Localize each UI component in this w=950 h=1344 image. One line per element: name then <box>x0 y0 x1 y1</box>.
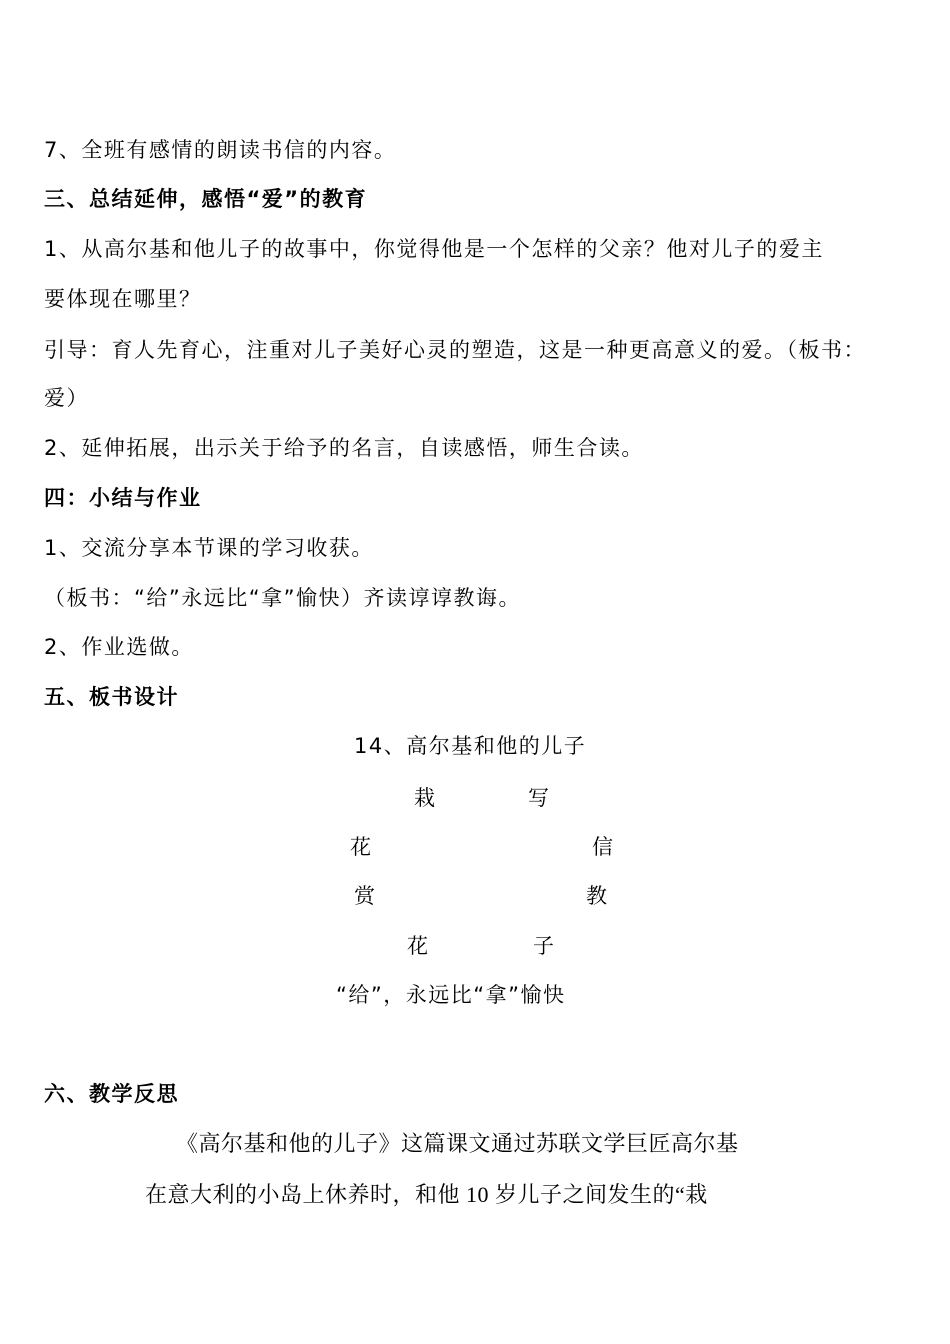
section-4-heading: 四：小结与作业 <box>44 486 202 510</box>
board-word-letter: 信 <box>592 835 615 859</box>
guide-line-1: 引导：育人先育心，注重对儿子美好心灵的塑造，这是一种更高意义的爱。（板书： <box>44 338 866 362</box>
board-title: 14、高尔基和他的儿子 <box>354 734 587 758</box>
board-word-admire: 赏 <box>354 884 377 908</box>
question-1-line-1: 1、从高尔基和他儿子的故事中，你觉得他是一个怎样的父亲？他对儿子的爱主 <box>44 237 824 261</box>
summary-1-note: （板书：“给”永远比“拿”愉快）齐读谆谆教诲。 <box>44 586 522 610</box>
reflection-paragraph-line-1: 《高尔基和他的儿子》这篇课文通过苏联文学巨匠高尔基 <box>176 1131 739 1156</box>
section-5-heading: 五、板书设计 <box>44 685 179 709</box>
question-2: 2、延伸拓展，出示关于给予的名言，自读感悟，师生合读。 <box>44 436 644 460</box>
summary-1: 1、交流分享本节课的学习收获。 <box>44 536 374 560</box>
board-word-flower-2: 花 <box>407 934 430 958</box>
board-word-teach: 教 <box>586 884 609 908</box>
section-3-heading: 三、总结延伸，感悟“爱”的教育 <box>44 187 368 211</box>
board-word-plant: 栽 <box>414 786 437 810</box>
guide-line-2: 爱） <box>44 386 89 410</box>
board-word-flower-1: 花 <box>350 835 373 859</box>
board-word-son: 子 <box>533 934 556 958</box>
reflection-paragraph-line-2: 在意大利的小岛上休养时，和他 10 岁儿子之间发生的“栽 <box>145 1182 708 1207</box>
question-1-line-2: 要体现在哪里？ <box>44 287 202 311</box>
section-6-heading: 六、教学反思 <box>44 1082 179 1106</box>
board-motto: “给”，永远比“拿”愉快 <box>336 983 566 1007</box>
step-7: 7、全班有感情的朗读书信的内容。 <box>44 138 397 162</box>
summary-2: 2、作业选做。 <box>44 635 194 659</box>
board-word-write: 写 <box>528 786 551 810</box>
